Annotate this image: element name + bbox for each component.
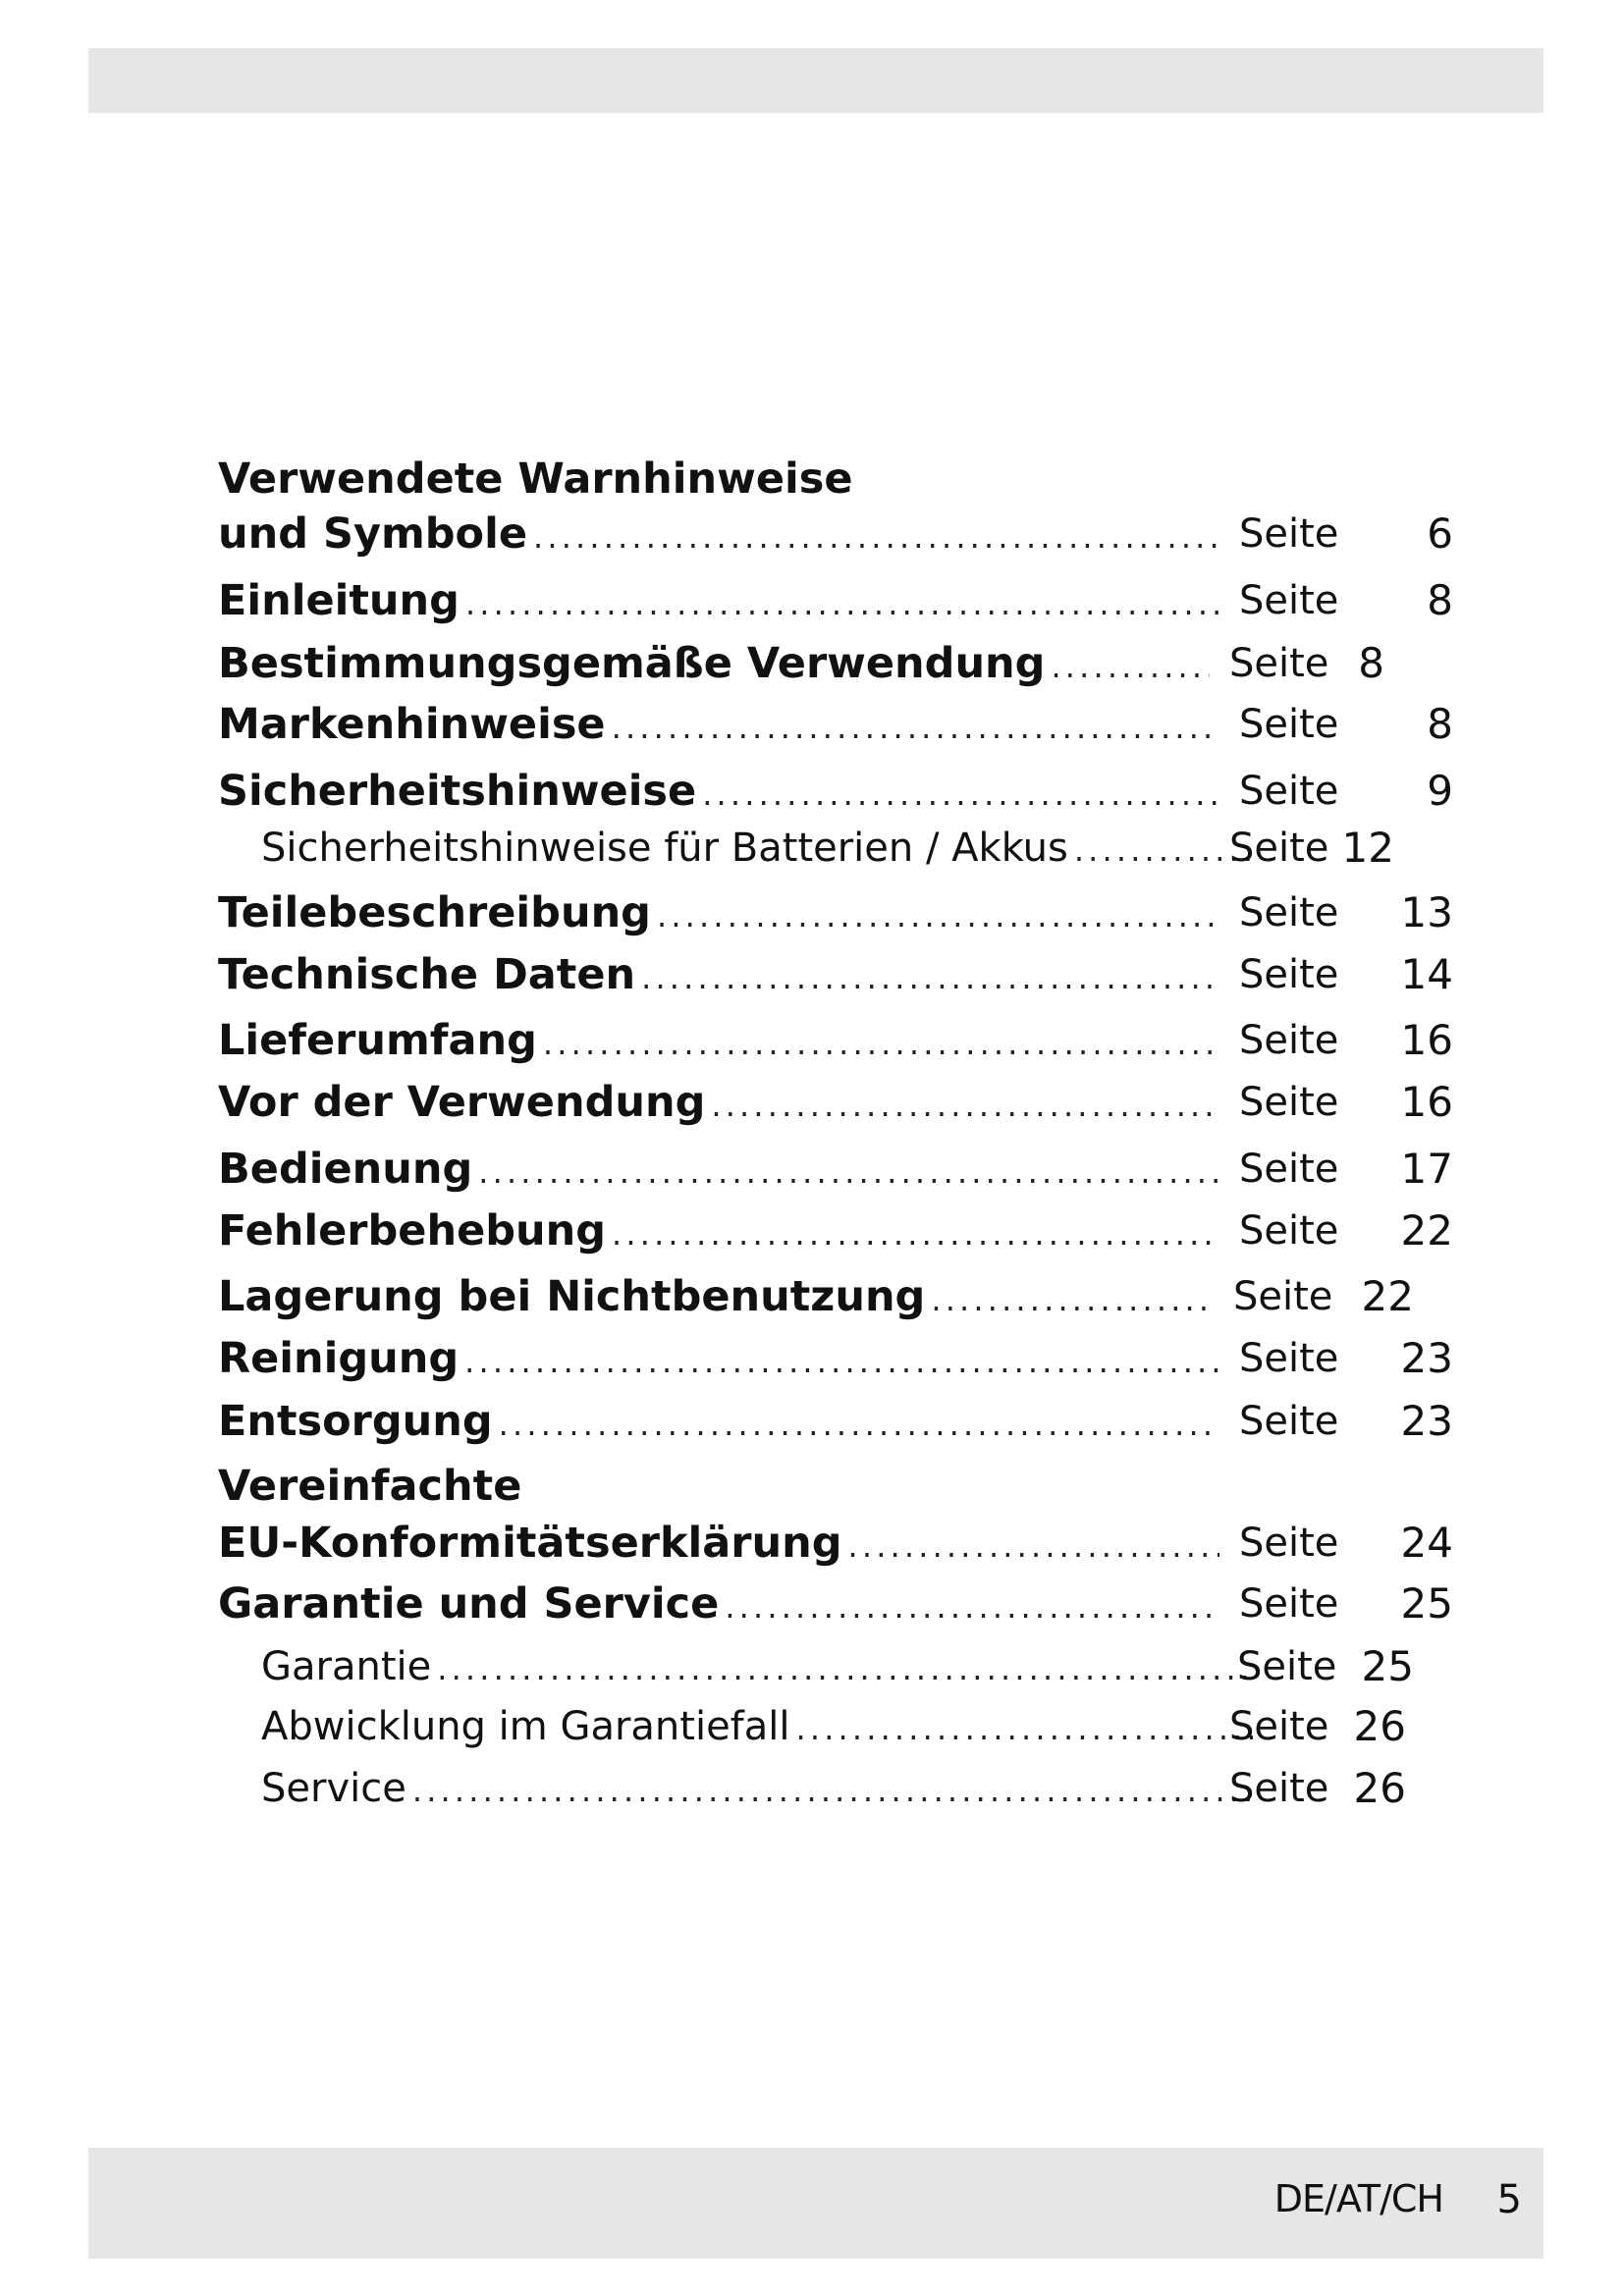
toc-seite-label: Seite bbox=[1233, 1274, 1333, 1319]
leader-dots bbox=[412, 1772, 1253, 1809]
toc-entry[interactable] bbox=[0, 883, 1624, 942]
toc-entry[interactable] bbox=[0, 1011, 1624, 1070]
toc-heading-line bbox=[0, 450, 1624, 508]
leader-dots bbox=[931, 1281, 1210, 1318]
toc-page-number: 23 bbox=[1400, 1334, 1453, 1382]
toc-entry-label: Service bbox=[261, 1766, 406, 1811]
toc-entry[interactable] bbox=[0, 505, 1624, 563]
toc-entry-label: Lieferumfang bbox=[218, 1016, 537, 1065]
toc-entry-label: Markenhinweise bbox=[218, 700, 606, 749]
leader-dots bbox=[702, 775, 1219, 813]
toc-entry-label: Garantie und Service bbox=[218, 1579, 720, 1629]
toc-page-number: 26 bbox=[1353, 1702, 1406, 1750]
toc-entry[interactable] bbox=[0, 1073, 1624, 1132]
toc-page-number: 26 bbox=[1353, 1764, 1406, 1812]
toc-entry-label: Sicherheitshinweise bbox=[218, 767, 697, 816]
toc-seite-label: Seite bbox=[1239, 1018, 1339, 1063]
toc-entry-label: Bestimmungsgemäße Verwendung bbox=[218, 639, 1046, 688]
toc-page-number: 9 bbox=[1427, 767, 1453, 815]
toc-entry-label: Teilebeschreibung bbox=[218, 888, 651, 937]
toc-entry-label: Bedienung bbox=[218, 1145, 473, 1194]
toc-entry[interactable] bbox=[0, 1329, 1624, 1388]
toc-subentry[interactable] bbox=[0, 1759, 1624, 1818]
toc-heading-line bbox=[0, 1457, 1624, 1516]
toc-entry-label: Abwicklung im Garantiefall bbox=[261, 1704, 790, 1749]
leader-dots bbox=[437, 1650, 1253, 1687]
toc-page-number: 16 bbox=[1400, 1016, 1453, 1064]
toc-entry[interactable] bbox=[0, 1201, 1624, 1260]
toc-seite-label: Seite bbox=[1239, 1521, 1339, 1566]
toc-seite-label: Seite bbox=[1239, 1208, 1339, 1254]
toc-entry[interactable] bbox=[0, 1514, 1624, 1573]
toc-entry[interactable] bbox=[0, 571, 1624, 630]
toc-seite-label: Seite bbox=[1239, 890, 1339, 935]
toc-entry-label: Vor der Verwendung bbox=[218, 1078, 706, 1127]
toc-entry[interactable] bbox=[0, 762, 1624, 821]
toc-seite-label: Seite bbox=[1229, 826, 1329, 871]
toc-entry[interactable] bbox=[0, 1392, 1624, 1451]
footer-page-number: 5 bbox=[1496, 2177, 1522, 2222]
toc-entry[interactable] bbox=[0, 945, 1624, 1004]
leader-dots bbox=[1051, 648, 1210, 685]
leader-dots bbox=[543, 1025, 1219, 1062]
toc-entry-label: und Symbole bbox=[218, 509, 528, 559]
leader-dots bbox=[796, 1710, 1254, 1747]
toc-entry-label: Fehlerbehebung bbox=[218, 1206, 607, 1255]
toc-page-number: 16 bbox=[1400, 1078, 1453, 1126]
toc-entry-label: Entsorgung bbox=[218, 1397, 493, 1446]
toc-page-number: 22 bbox=[1361, 1272, 1414, 1320]
toc-seite-label: Seite bbox=[1239, 1147, 1339, 1192]
toc-page-number: 8 bbox=[1427, 576, 1453, 624]
toc-page-number: 17 bbox=[1400, 1145, 1453, 1193]
toc-seite-label: Seite bbox=[1229, 1704, 1329, 1749]
toc-entry-label: Sicherheitshinweise für Batterien / Akkus bbox=[261, 826, 1068, 871]
leader-dots bbox=[465, 585, 1219, 622]
toc-seite-label: Seite bbox=[1229, 1766, 1329, 1811]
leader-dots bbox=[711, 1087, 1219, 1124]
toc-entry[interactable] bbox=[0, 1267, 1624, 1326]
toc-page-number: 24 bbox=[1400, 1519, 1453, 1567]
leader-dots bbox=[612, 709, 1219, 746]
toc-entry[interactable] bbox=[0, 634, 1624, 693]
leader-dots bbox=[612, 1215, 1219, 1253]
toc-entry[interactable] bbox=[0, 1140, 1624, 1199]
toc-entry-label: Garantie bbox=[261, 1644, 432, 1689]
toc-page-number: 23 bbox=[1400, 1397, 1453, 1445]
toc-entry-label: Lagerung bei Nichtbenutzung bbox=[218, 1272, 926, 1321]
toc-page-number: 6 bbox=[1427, 509, 1453, 558]
toc-page-number: 14 bbox=[1400, 950, 1453, 998]
toc-entry[interactable] bbox=[0, 1575, 1624, 1633]
toc-seite-label: Seite bbox=[1239, 1336, 1339, 1381]
toc-page-number: 12 bbox=[1341, 824, 1394, 872]
toc-entry-label: Einleitung bbox=[218, 576, 460, 625]
leader-dots bbox=[533, 518, 1219, 556]
leader-dots bbox=[1074, 831, 1253, 869]
toc-subentry[interactable] bbox=[0, 1637, 1624, 1696]
toc-entry[interactable] bbox=[0, 695, 1624, 754]
toc-seite-label: Seite bbox=[1239, 511, 1339, 557]
toc-seite-label: Seite bbox=[1239, 1581, 1339, 1627]
toc-page-number: 13 bbox=[1400, 888, 1453, 936]
toc-page-number: 22 bbox=[1400, 1206, 1453, 1255]
leader-dots bbox=[499, 1406, 1219, 1443]
footer-region-label: DE/AT/CH bbox=[1273, 2177, 1443, 2220]
toc-seite-label: Seite bbox=[1239, 1399, 1339, 1444]
toc-seite-label: Seite bbox=[1237, 1644, 1337, 1689]
toc-subentry[interactable] bbox=[0, 819, 1624, 878]
toc-seite-label: Seite bbox=[1229, 641, 1329, 686]
toc-seite-label: Seite bbox=[1239, 769, 1339, 814]
leader-dots bbox=[848, 1527, 1219, 1565]
toc-heading-part: Vereinfachte bbox=[218, 1462, 522, 1511]
leader-dots bbox=[657, 897, 1219, 934]
toc-subentry[interactable] bbox=[0, 1697, 1624, 1756]
leader-dots bbox=[725, 1588, 1219, 1626]
toc-seite-label: Seite bbox=[1239, 702, 1339, 747]
toc-entry-label: EU-Konformitätserklärung bbox=[218, 1519, 842, 1568]
toc-page-number: 8 bbox=[1427, 700, 1453, 748]
toc-page-number: 8 bbox=[1358, 639, 1384, 687]
toc-page-number: 25 bbox=[1400, 1579, 1453, 1628]
toc-seite-label: Seite bbox=[1239, 578, 1339, 623]
leader-dots bbox=[641, 959, 1219, 996]
toc-heading-part: Verwendete Warnhinweise bbox=[218, 454, 853, 504]
toc-seite-label: Seite bbox=[1239, 952, 1339, 997]
toc-seite-label: Seite bbox=[1239, 1080, 1339, 1125]
leader-dots bbox=[478, 1153, 1219, 1191]
leader-dots bbox=[464, 1343, 1219, 1380]
toc-entry-label: Reinigung bbox=[218, 1334, 460, 1383]
toc-entry-label: Technische Daten bbox=[218, 950, 636, 999]
toc-page-number: 25 bbox=[1361, 1642, 1414, 1690]
